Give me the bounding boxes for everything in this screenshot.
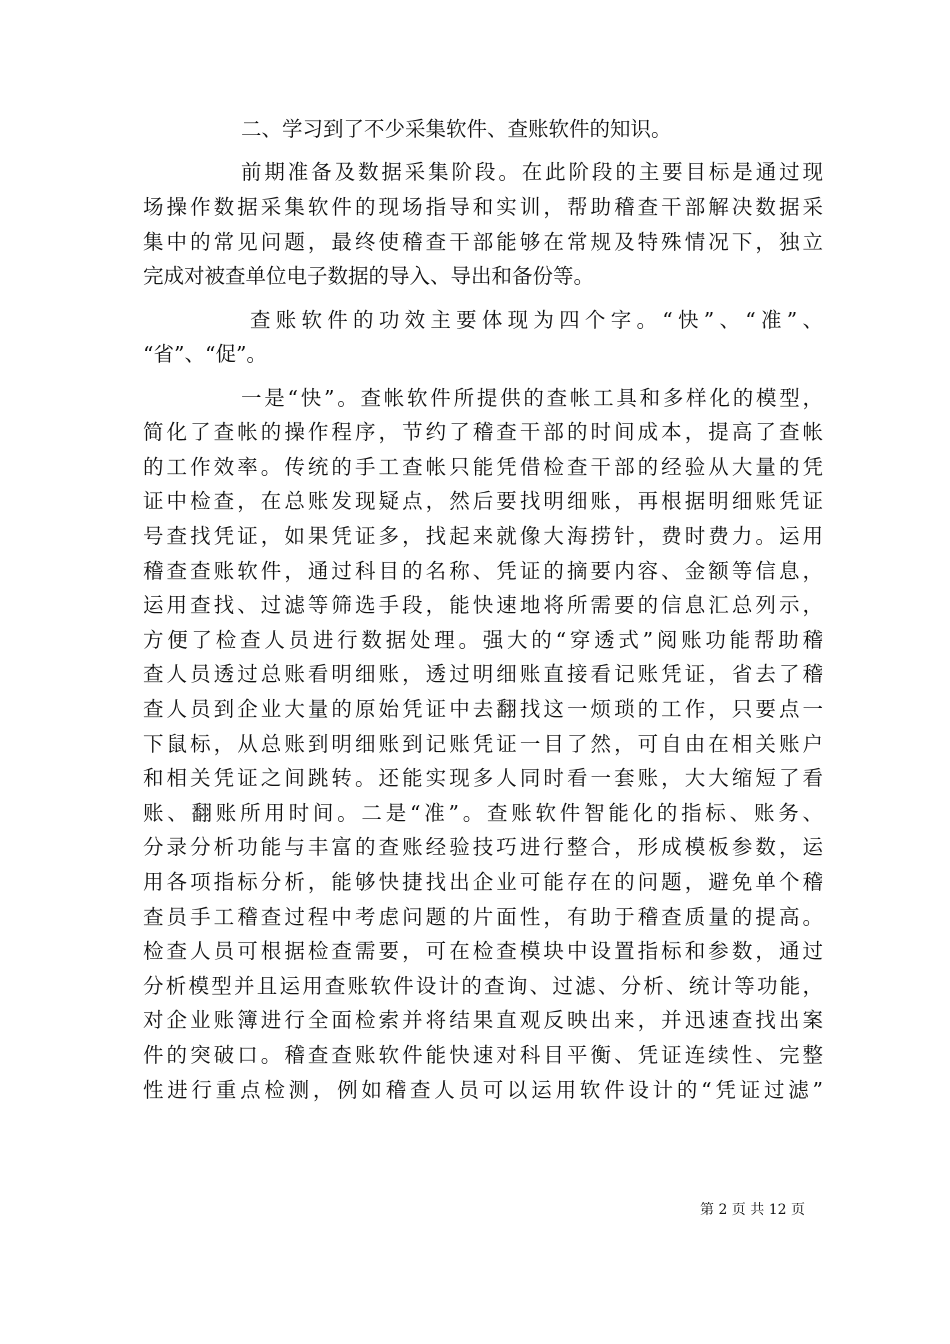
paragraph-line: 集中的常见问题，最终使稽查干部能够在常规及特殊情况下，独立 (143, 230, 823, 254)
paragraph-line: 性进行重点检测，例如稽查人员可以运用软件设计的“凭证过滤” (143, 1078, 823, 1102)
paragraph-line: 对企业账簿进行全面检索并将结果直观反映出来，并迅速查找出案 (143, 1008, 823, 1032)
paragraph-line: 件的突破口。稽查查账软件能快速对科目平衡、凭证连续性、完整 (143, 1043, 823, 1067)
paragraph-line: 完成对被查单位电子数据的导入、导出和备份等。 (143, 264, 594, 288)
paragraph-line: 号查找凭证，如果凭证多，找起来就像大海捞针，费时费力。运用 (143, 524, 823, 548)
paragraph-line: 查人员到企业大量的原始凭证中去翻找这一烦琐的工作，只要点一 (143, 697, 823, 721)
paragraph-line: 方便了检查人员进行数据处理。强大的“穿透式”阅账功能帮助稽 (143, 628, 823, 652)
paragraph-line: 查账软件的功效主要体现为四个字。“快”、“准”、 (250, 308, 823, 332)
paragraph-line: 分录分析功能与丰富的查账经验技巧进行整合，形成模板参数，运 (143, 835, 823, 859)
paragraph-line: 下鼠标，从总账到明细账到记账凭证一目了然，可自由在相关账户 (143, 732, 823, 756)
paragraph-line: 查人员透过总账看明细账，透过明细账直接看记账凭证，省去了稽 (143, 662, 823, 686)
paragraph-line: 和相关凭证之间跳转。还能实现多人同时看一套账，大大缩短了看 (143, 766, 823, 790)
paragraph-line: “省”、“促”。 (143, 342, 267, 366)
paragraph-line: 简化了查帐的操作程序，节约了稽查干部的时间成本，提高了查帐 (143, 420, 823, 444)
paragraph-line: 检查人员可根据检查需要，可在检查模块中设置指标和参数，通过 (143, 939, 823, 963)
paragraph-line: 查员手工稽查过程中考虑问题的片面性，有助于稽查质量的提高。 (143, 905, 823, 929)
paragraph-line: 前期准备及数据采集阶段。在此阶段的主要目标是通过现 (241, 160, 823, 184)
paragraph-line: 分析模型并且运用查账软件设计的查询、过滤、分析、统计等功能， (143, 974, 823, 998)
paragraph-line: 用各项指标分析，能够快捷找出企业可能存在的问题，避免单个稽 (143, 870, 823, 894)
paragraph-line: 运用查找、过滤等筛选手段，能快速地将所需要的信息汇总列示， (143, 593, 823, 617)
paragraph-line: 的工作效率。传统的手工查帐只能凭借检查干部的经验从大量的凭 (143, 455, 823, 479)
paragraph-line: 一是“快”。查帐软件所提供的查帐工具和多样化的模型， (241, 386, 823, 410)
page-footer: 第 2 页 共 12 页 (700, 1202, 805, 1218)
paragraph-line: 证中检查，在总账发现疑点，然后要找明细账，再根据明细账凭证 (143, 489, 823, 513)
paragraph-line: 账、翻账所用时间。二是“准”。查账软件智能化的指标、账务、 (143, 801, 823, 825)
paragraph-line: 稽查查账软件，通过科目的名称、凭证的摘要内容、金额等信息， (143, 559, 823, 583)
paragraph-line: 场操作数据采集软件的现场指导和实训，帮助稽查干部解决数据采 (143, 195, 823, 219)
section-heading: 二、学习到了不少采集软件、查账软件的知识。 (241, 117, 672, 141)
